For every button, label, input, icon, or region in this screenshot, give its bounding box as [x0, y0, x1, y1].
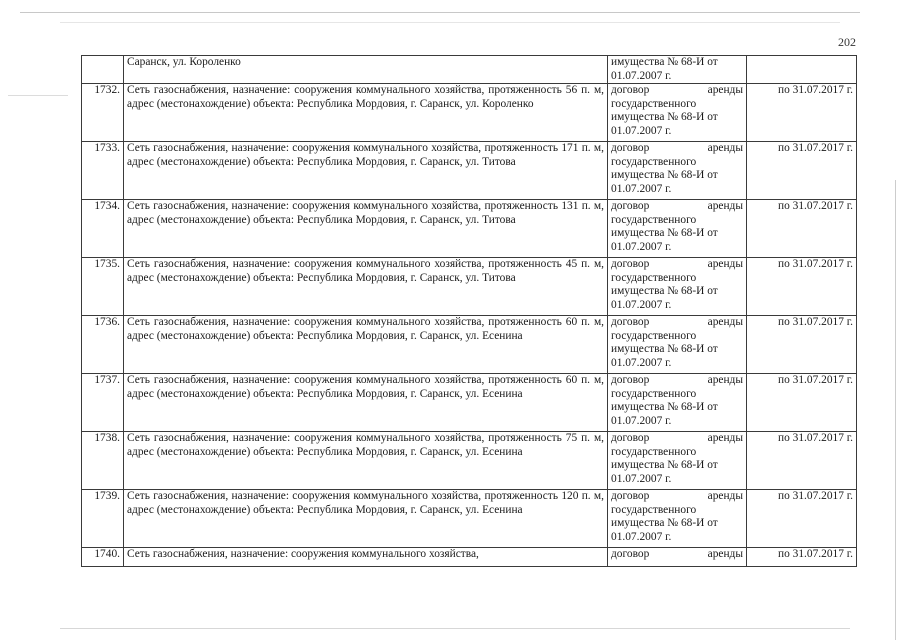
- basis-word: договор: [611, 432, 650, 445]
- basis-cell: [608, 142, 747, 200]
- object-description: Сеть газоснабжения, назначение: сооружения коммунального хозяйства, протяженность 56 п. м, адрес (местонахождение) объекта: Республика Мордовия, г. Саранск, ул. Короленко: [124, 84, 608, 142]
- object-description: Сеть газоснабжения, назначение: сооружения коммунального хозяйства,: [124, 548, 608, 567]
- object-description-cell: [124, 56, 608, 84]
- basis-line: государственного: [611, 97, 697, 110]
- basis-cell: [608, 316, 747, 374]
- term: по 31.07.2017 г.: [747, 84, 857, 142]
- table-row: [82, 142, 857, 200]
- table-row-continued: [82, 56, 857, 84]
- basis-line: 01.07.2007 г.: [611, 472, 672, 485]
- basis-word: аренды: [707, 432, 743, 445]
- basis-word: договор: [611, 200, 650, 213]
- basis-cell: [608, 258, 747, 316]
- object-description: Сеть газоснабжения, назначение: сооружения коммунального хозяйства, протяженность 60 п. м, адрес (местонахождение) объекта: Республика Мордовия, г. Саранск, ул. Есенина: [124, 374, 608, 432]
- basis-word: аренды: [707, 548, 743, 561]
- basis-word: аренды: [707, 200, 743, 213]
- row-number: 1732.: [82, 84, 124, 142]
- term: по 31.07.2017 г.: [747, 374, 857, 432]
- basis-word: договор: [611, 548, 650, 561]
- basis-word: договор: [611, 490, 650, 503]
- basis-line: государственного: [611, 445, 697, 458]
- basis-word: аренды: [707, 84, 743, 97]
- term-cell: [747, 56, 857, 84]
- basis-word: аренды: [707, 258, 743, 271]
- scan-noise-top-2: [60, 22, 840, 23]
- row-number: 1736.: [82, 316, 124, 374]
- object-description: Сеть газоснабжения, назначение: сооружения коммунального хозяйства, протяженность 120 п. м, адрес (местонахождение) объекта: Республика Мордовия, г. Саранск, ул. Есенина: [124, 490, 608, 548]
- basis-word: аренды: [707, 142, 743, 155]
- basis-line: государственного: [611, 503, 697, 516]
- basis-line: 01.07.2007 г.: [611, 69, 672, 82]
- object-description: Сеть газоснабжения, назначение: сооружения коммунального хозяйства, протяженность 60 п. м, адрес (местонахождение) объекта: Республика Мордовия, г. Саранск, ул. Есенина: [124, 316, 608, 374]
- object-description: Сеть газоснабжения, назначение: сооружения коммунального хозяйства, протяженность 171 п. м, адрес (местонахождение) объекта: Республика Мордовия, г. Саранск, ул. Титова: [124, 142, 608, 200]
- term: по 31.07.2017 г.: [747, 490, 857, 548]
- term: по 31.07.2017 г.: [747, 432, 857, 490]
- basis-line: государственного: [611, 387, 697, 400]
- basis-cell: [608, 84, 747, 142]
- basis-line: 01.07.2007 г.: [611, 414, 672, 427]
- basis-line: 01.07.2007 г.: [611, 356, 672, 369]
- row-number: 1737.: [82, 374, 124, 432]
- scan-noise-top: [20, 12, 860, 13]
- basis-line: государственного: [611, 329, 697, 342]
- basis-word: аренды: [707, 490, 743, 503]
- basis-line: государственного: [611, 271, 697, 284]
- basis-word: договор: [611, 84, 650, 97]
- basis-cell: [608, 548, 747, 567]
- object-description: Сеть газоснабжения, назначение: сооружения коммунального хозяйства, протяженность 75 п. м, адрес (местонахождение) объекта: Республика Мордовия, г. Саранск, ул. Есенина: [124, 432, 608, 490]
- table-row: [82, 490, 857, 548]
- basis-line: имущества № 68-И от: [611, 517, 718, 530]
- basis-word: аренды: [707, 316, 743, 329]
- scan-noise-bottom: [60, 628, 850, 629]
- basis-word: аренды: [707, 374, 743, 387]
- basis-line: 01.07.2007 г.: [611, 182, 672, 195]
- basis-line: 01.07.2007 г.: [611, 124, 672, 137]
- basis-line: имущества № 68-И от: [611, 227, 718, 240]
- term: по 31.07.2017 г.: [747, 258, 857, 316]
- basis-cell: [608, 490, 747, 548]
- basis-word: договор: [611, 142, 650, 155]
- object-description: Саранск, ул. Короленко: [127, 56, 241, 68]
- basis-line: государственного: [611, 155, 697, 168]
- basis-cell: [608, 374, 747, 432]
- row-number: 1734.: [82, 200, 124, 258]
- row-number: 1735.: [82, 258, 124, 316]
- table-row: [82, 200, 857, 258]
- basis-cell: [608, 432, 747, 490]
- basis-cell: [608, 200, 747, 258]
- basis-line: имущества № 68-И от: [611, 459, 718, 472]
- basis-line: имущества № 68-И от: [611, 111, 718, 124]
- basis-word: договор: [611, 316, 650, 329]
- basis-line: 01.07.2007 г.: [611, 298, 672, 311]
- scan-noise-left: [8, 95, 68, 96]
- basis-word: договор: [611, 258, 650, 271]
- table-row: [82, 258, 857, 316]
- row-number: 1740.: [82, 548, 124, 567]
- row-number: 1739.: [82, 490, 124, 548]
- table-row-cut: [82, 548, 857, 567]
- table-row: [82, 374, 857, 432]
- row-number: 1733.: [82, 142, 124, 200]
- object-description: Сеть газоснабжения, назначение: сооружения коммунального хозяйства, протяженность 131 п. м, адрес (местонахождение) объекта: Республика Мордовия, г. Саранск, ул. Титова: [124, 200, 608, 258]
- row-number: 1738.: [82, 432, 124, 490]
- table-row: [82, 432, 857, 490]
- term: по 31.07.2017 г.: [747, 200, 857, 258]
- basis-line: государственного: [611, 213, 697, 226]
- basis-line: 01.07.2007 г.: [611, 530, 672, 543]
- property-registry-table: [81, 55, 857, 567]
- term: по 31.07.2017 г.: [747, 142, 857, 200]
- table-row: [82, 316, 857, 374]
- basis-line: имущества № 68-И от: [611, 401, 718, 414]
- term: по 31.07.2017 г.: [747, 548, 857, 567]
- page-number: 202: [838, 35, 856, 49]
- basis-line: имущества № 68-И от: [611, 285, 718, 298]
- scan-noise-right-edge: [895, 180, 896, 640]
- basis-word: договор: [611, 374, 650, 387]
- basis-line: имущества № 68-И от: [611, 56, 718, 68]
- object-description: Сеть газоснабжения, назначение: сооружения коммунального хозяйства, протяженность 45 п. м, адрес (местонахождение) объекта: Республика Мордовия, г. Саранск, ул. Титова: [124, 258, 608, 316]
- table-row: [82, 84, 857, 142]
- basis-cell: [608, 56, 747, 84]
- row-number-cell: [82, 56, 124, 84]
- basis-line: имущества № 68-И от: [611, 169, 718, 182]
- basis-line: 01.07.2007 г.: [611, 240, 672, 253]
- term: по 31.07.2017 г.: [747, 316, 857, 374]
- basis-line: имущества № 68-И от: [611, 343, 718, 356]
